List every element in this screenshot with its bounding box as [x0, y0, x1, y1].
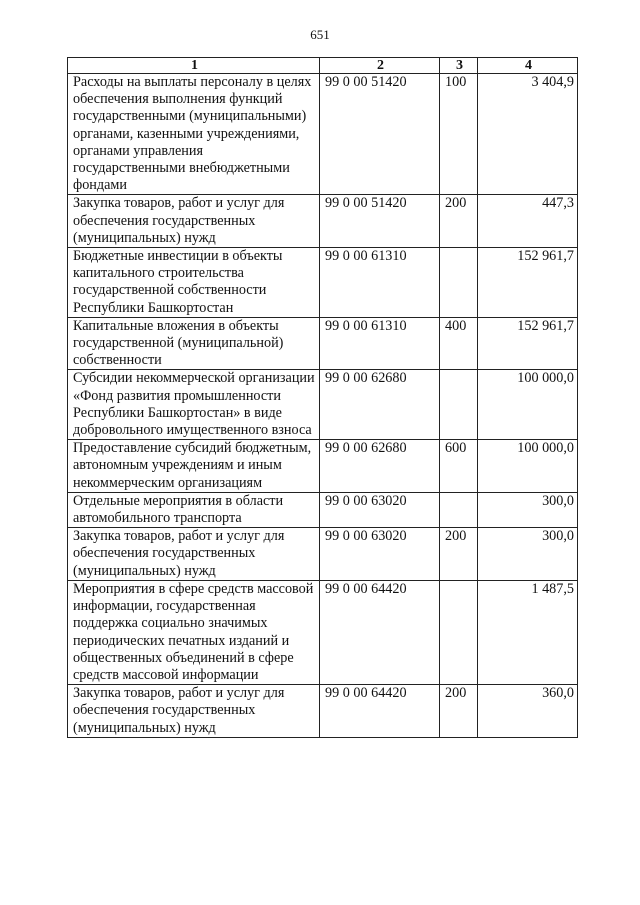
table-row: [68, 248, 578, 318]
header-col-2: 2: [320, 58, 440, 74]
row-name: Закупка товаров, работ и услуг для обеспечения государственных (муниципальных) нужд: [68, 195, 320, 248]
row-amount: 100 000,0: [478, 370, 578, 440]
table-row: [68, 492, 578, 527]
row-name: Капитальные вложения в объекты государственной (муниципальной) собственности: [68, 317, 320, 370]
row-name: Субсидии некоммерческой организации «Фонд развития промышленности Республики Башкортостан» в виде добровольного имущественного взноса: [68, 370, 320, 440]
row-amount: 100 000,0: [478, 440, 578, 493]
row-amount: 447,3: [478, 195, 578, 248]
row-kind: 200: [440, 528, 478, 581]
row-kind: [440, 492, 478, 527]
table-row: [68, 317, 578, 370]
row-name: Закупка товаров, работ и услуг для обеспечения государственных (муниципальных) нужд: [68, 528, 320, 581]
row-name: Предоставление субсидий бюджетным, автономным учреждениям и иным некоммерческим организациям: [68, 440, 320, 493]
row-amount: 3 404,9: [478, 74, 578, 195]
table-row: [68, 440, 578, 493]
row-kind: 200: [440, 685, 478, 738]
page-number: 651: [310, 27, 330, 42]
row-name: Закупка товаров, работ и услуг для обеспечения государственных (муниципальных) нужд: [68, 685, 320, 738]
row-code: 99 0 00 63020: [320, 492, 440, 527]
row-kind: 600: [440, 440, 478, 493]
row-amount: 152 961,7: [478, 317, 578, 370]
row-kind: [440, 370, 478, 440]
row-name: Бюджетные инвестиции в объекты капитального строительства государственной собственности Республики Башкортостан: [68, 248, 320, 318]
row-amount: 300,0: [478, 528, 578, 581]
table-row: [68, 195, 578, 248]
row-code: 99 0 00 61310: [320, 248, 440, 318]
row-amount: 1 487,5: [478, 580, 578, 684]
row-code: 99 0 00 64420: [320, 580, 440, 684]
table-row: [68, 74, 578, 195]
table-header: [68, 58, 578, 74]
row-kind: [440, 248, 478, 318]
row-name: Отдельные мероприятия в области автомобильного транспорта: [68, 492, 320, 527]
row-kind: 200: [440, 195, 478, 248]
row-kind: 100: [440, 74, 478, 195]
table-row: [68, 580, 578, 684]
header-row: [68, 58, 578, 74]
row-kind: 400: [440, 317, 478, 370]
row-code: 99 0 00 61310: [320, 317, 440, 370]
row-code: 99 0 00 64420: [320, 685, 440, 738]
row-code: 99 0 00 63020: [320, 528, 440, 581]
row-code: 99 0 00 62680: [320, 440, 440, 493]
row-code: 99 0 00 62680: [320, 370, 440, 440]
row-name: Расходы на выплаты персоналу в целях обеспечения выполнения функций государственными (муниципальными) органами, казенными учреждениями, органами управления государственными внебюджетными фондами: [68, 74, 320, 195]
row-amount: 360,0: [478, 685, 578, 738]
table-row: [68, 370, 578, 440]
row-code: 99 0 00 51420: [320, 74, 440, 195]
row-kind: [440, 580, 478, 684]
table-row: [68, 528, 578, 581]
row-amount: 300,0: [478, 492, 578, 527]
row-amount: 152 961,7: [478, 248, 578, 318]
header-col-4: 4: [478, 58, 578, 74]
row-code: 99 0 00 51420: [320, 195, 440, 248]
budget-table: [67, 57, 578, 738]
header-col-3: 3: [440, 58, 478, 74]
table-row: [68, 685, 578, 738]
table-body: [68, 74, 578, 738]
header-col-1: 1: [68, 58, 320, 74]
row-name: Мероприятия в сфере средств массовой информации, государственная поддержка социально значимых периодических печатных изданий и общественных объединений в сфере средств массовой информации: [68, 580, 320, 684]
